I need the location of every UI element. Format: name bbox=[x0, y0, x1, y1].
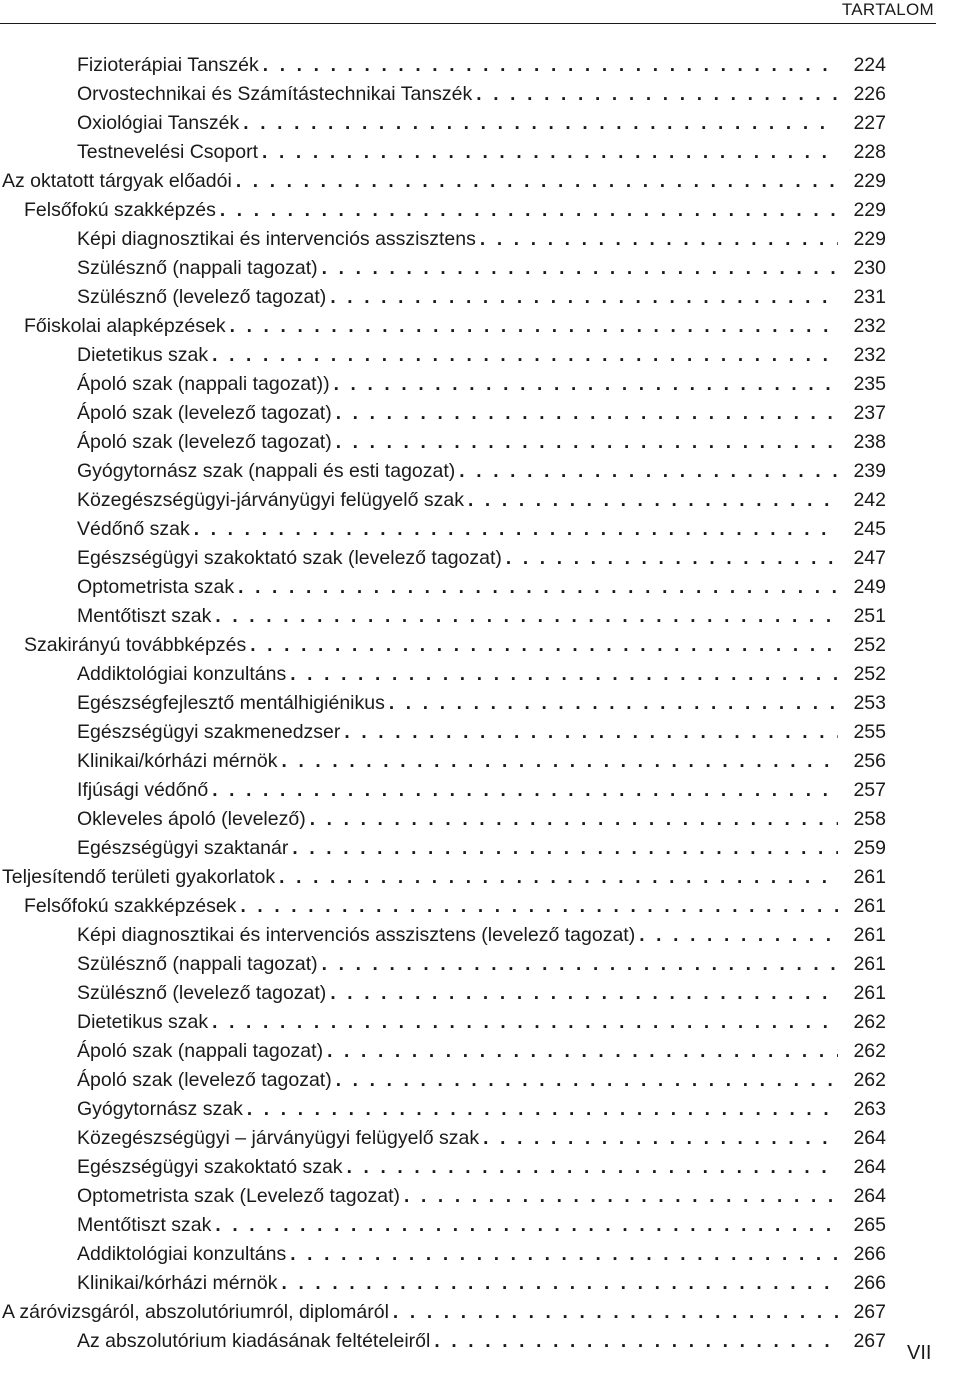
toc-entry-title: Felsőfokú szakképzések bbox=[24, 895, 237, 917]
toc-entry-page: 259 bbox=[853, 837, 886, 859]
toc-entry[interactable] bbox=[0, 863, 886, 892]
toc-entry-title: Teljesítendő területi gyakorlatok bbox=[2, 866, 276, 888]
toc-entry-title: Közegészségügyi-járványügyi felügyelő szak bbox=[77, 489, 464, 511]
dot-leader bbox=[347, 1153, 838, 1182]
toc-entry[interactable] bbox=[0, 1037, 886, 1066]
toc-entry[interactable] bbox=[0, 573, 886, 602]
toc-entry-title: Képi diagnosztikai és intervenciós asszisztens (levelező tagozat) bbox=[77, 924, 636, 946]
toc-entry-page: 261 bbox=[853, 866, 886, 888]
toc-entry-page: 230 bbox=[853, 257, 886, 279]
toc-entry-title: Optometrista szak (Levelező tagozat) bbox=[77, 1185, 400, 1207]
toc-entry[interactable] bbox=[0, 515, 886, 544]
toc-entry-title: Egészségügyi szakoktató szak bbox=[77, 1156, 343, 1178]
toc-entry[interactable] bbox=[0, 834, 886, 863]
dot-leader bbox=[236, 167, 838, 196]
toc-entry[interactable] bbox=[0, 1124, 886, 1153]
dot-leader bbox=[215, 602, 838, 631]
toc-entry-title: Szülésznő (levelező tagozat) bbox=[77, 286, 327, 308]
toc-entry[interactable] bbox=[0, 776, 886, 805]
dot-leader bbox=[243, 109, 838, 138]
dot-leader bbox=[310, 805, 838, 834]
toc-entry-page: 266 bbox=[853, 1243, 886, 1265]
toc-entry-title: Ifjúsági védőnő bbox=[77, 779, 209, 801]
toc-entry-page: 251 bbox=[853, 605, 886, 627]
toc-entry-title: Gyógytornász szak (nappali és esti tagozat) bbox=[77, 460, 456, 482]
toc-entry-page: 242 bbox=[853, 489, 886, 511]
dot-leader bbox=[459, 457, 838, 486]
toc-entry-title: Az oktatott tárgyak előadói bbox=[2, 170, 232, 192]
toc-entry[interactable] bbox=[0, 892, 886, 921]
toc-entry-page: 229 bbox=[853, 199, 886, 221]
toc-entry[interactable] bbox=[0, 138, 886, 167]
toc-entry-title: Ápoló szak (levelező tagozat) bbox=[77, 431, 332, 453]
toc-entry[interactable] bbox=[0, 1153, 886, 1182]
toc-entry-title: Addiktológiai konzultáns bbox=[77, 1243, 287, 1265]
dot-leader bbox=[230, 312, 838, 341]
dot-leader bbox=[506, 544, 838, 573]
dot-leader bbox=[215, 1211, 838, 1240]
toc-entry[interactable] bbox=[0, 399, 886, 428]
toc-entry[interactable] bbox=[0, 805, 886, 834]
toc-entry-page: 258 bbox=[853, 808, 886, 830]
toc-entry-page: 253 bbox=[853, 692, 886, 714]
toc-entry-title: Mentőtiszt szak bbox=[77, 1214, 212, 1236]
toc-entry-title: Ápoló szak (levelező tagozat) bbox=[77, 1069, 332, 1091]
page-number: VII bbox=[907, 1342, 932, 1364]
toc-entry[interactable] bbox=[0, 544, 886, 573]
toc-entry-title: Okleveles ápoló (levelező) bbox=[77, 808, 306, 830]
table-of-contents bbox=[0, 51, 886, 1356]
section-title: TARTALOM bbox=[841, 0, 934, 19]
dot-leader bbox=[336, 399, 838, 428]
toc-entry[interactable] bbox=[0, 486, 886, 515]
toc-entry[interactable] bbox=[0, 1095, 886, 1124]
dot-leader bbox=[279, 863, 838, 892]
toc-entry-page: 247 bbox=[853, 547, 886, 569]
toc-entry-page: 237 bbox=[853, 402, 886, 424]
dot-leader bbox=[250, 631, 838, 660]
toc-entry[interactable] bbox=[0, 341, 886, 370]
toc-entry-page: 235 bbox=[853, 373, 886, 395]
toc-entry-title: Az abszolutórium kiadásának feltételeiről bbox=[77, 1330, 431, 1352]
dot-leader bbox=[330, 979, 838, 1008]
toc-entry-page: 261 bbox=[853, 953, 886, 975]
toc-entry-page: 252 bbox=[853, 634, 886, 656]
toc-entry-page: 257 bbox=[853, 779, 886, 801]
dot-leader bbox=[327, 1037, 838, 1066]
dot-leader bbox=[404, 1182, 838, 1211]
toc-entry[interactable] bbox=[0, 631, 886, 660]
toc-entry-title: Ápoló szak (nappali tagozat)) bbox=[77, 373, 330, 395]
dot-leader bbox=[330, 283, 838, 312]
toc-entry-page: 264 bbox=[853, 1127, 886, 1149]
toc-entry-page: 263 bbox=[853, 1098, 886, 1120]
toc-entry[interactable] bbox=[0, 718, 886, 747]
toc-entry[interactable] bbox=[0, 167, 886, 196]
dot-leader bbox=[212, 341, 838, 370]
toc-entry-page: 264 bbox=[853, 1185, 886, 1207]
dot-leader bbox=[434, 1327, 838, 1356]
toc-entry-page: 255 bbox=[853, 721, 886, 743]
toc-entry-title: Orvostechnikai és Számítástechnikai Tanszék bbox=[77, 83, 473, 105]
toc-entry-title: Egészségfejlesztő mentálhigiénikus bbox=[77, 692, 385, 714]
dot-leader bbox=[393, 1298, 838, 1327]
toc-entry[interactable] bbox=[0, 689, 886, 718]
dot-leader bbox=[194, 515, 838, 544]
dot-leader bbox=[290, 660, 838, 689]
toc-entry-title: Addiktológiai konzultáns bbox=[77, 663, 287, 685]
dot-leader bbox=[476, 80, 838, 109]
toc-entry-title: Védőnő szak bbox=[77, 518, 190, 540]
toc-entry-page: 228 bbox=[853, 141, 886, 163]
toc-entry[interactable] bbox=[0, 1327, 886, 1356]
toc-entry-page: 224 bbox=[853, 54, 886, 76]
dot-leader bbox=[480, 225, 838, 254]
toc-entry[interactable] bbox=[0, 921, 886, 950]
toc-entry-page: 245 bbox=[853, 518, 886, 540]
toc-entry-page: 265 bbox=[853, 1214, 886, 1236]
dot-leader bbox=[468, 486, 838, 515]
header-divider bbox=[0, 23, 936, 24]
toc-entry-page: 227 bbox=[853, 112, 886, 134]
toc-entry[interactable] bbox=[0, 1269, 886, 1298]
dot-leader bbox=[336, 428, 838, 457]
toc-entry-title: Testnevelési Csoport bbox=[77, 141, 259, 163]
toc-entry-title: Felsőfokú szakképzés bbox=[24, 199, 216, 221]
dot-leader bbox=[344, 718, 838, 747]
toc-entry-page: 249 bbox=[853, 576, 886, 598]
dot-leader bbox=[282, 747, 839, 776]
toc-entry-title: Főiskolai alapképzések bbox=[24, 315, 226, 337]
toc-entry-title: Oxiológiai Tanszék bbox=[77, 112, 240, 134]
toc-entry-title: Szülésznő (levelező tagozat) bbox=[77, 982, 327, 1004]
toc-entry[interactable] bbox=[0, 80, 886, 109]
toc-entry-title: Szülésznő (nappali tagozat) bbox=[77, 257, 318, 279]
toc-entry-page: 266 bbox=[853, 1272, 886, 1294]
toc-entry-page: 238 bbox=[853, 431, 886, 453]
page-header bbox=[0, 0, 960, 24]
dot-leader bbox=[639, 921, 838, 950]
dot-leader bbox=[290, 1240, 838, 1269]
toc-entry-page: 229 bbox=[853, 228, 886, 250]
toc-entry[interactable] bbox=[0, 1298, 886, 1327]
toc-entry[interactable] bbox=[0, 660, 886, 689]
toc-entry-page: 262 bbox=[853, 1040, 886, 1062]
dot-leader bbox=[212, 776, 838, 805]
toc-entry[interactable] bbox=[0, 1066, 886, 1095]
toc-entry-title: Egészségügyi szaktanár bbox=[77, 837, 289, 859]
toc-entry-page: 267 bbox=[853, 1301, 886, 1323]
toc-entry[interactable] bbox=[0, 979, 886, 1008]
toc-entry-title: Szakirányú továbbképzés bbox=[24, 634, 247, 656]
toc-entry-title: Gyógytornász szak bbox=[77, 1098, 243, 1120]
toc-entry-page: 256 bbox=[853, 750, 886, 772]
toc-entry[interactable] bbox=[0, 225, 886, 254]
toc-entry-title: Dietetikus szak bbox=[77, 344, 209, 366]
toc-entry[interactable] bbox=[0, 283, 886, 312]
toc-entry-page: 226 bbox=[853, 83, 886, 105]
dot-leader bbox=[389, 689, 838, 718]
toc-entry-title: Képi diagnosztikai és intervenciós asszisztens bbox=[77, 228, 476, 250]
dot-leader bbox=[220, 196, 838, 225]
toc-entry-page: 252 bbox=[853, 663, 886, 685]
toc-entry[interactable] bbox=[0, 254, 886, 283]
toc-entry-page: 261 bbox=[853, 982, 886, 1004]
toc-entry[interactable] bbox=[0, 428, 886, 457]
toc-entry[interactable] bbox=[0, 196, 886, 225]
toc-entry-title: Fizioterápiai Tanszék bbox=[77, 54, 259, 76]
toc-entry[interactable] bbox=[0, 747, 886, 776]
toc-entry[interactable] bbox=[0, 457, 886, 486]
dot-leader bbox=[282, 1269, 839, 1298]
toc-entry-page: 229 bbox=[853, 170, 886, 192]
toc-entry-title: Egészségügyi szakmenedzser bbox=[77, 721, 341, 743]
dot-leader bbox=[292, 834, 838, 863]
toc-entry[interactable] bbox=[0, 51, 886, 80]
toc-entry-page: 267 bbox=[853, 1330, 886, 1352]
toc-entry-page: 264 bbox=[853, 1156, 886, 1178]
toc-entry-title: Dietetikus szak bbox=[77, 1011, 209, 1033]
dot-leader bbox=[336, 1066, 838, 1095]
toc-entry[interactable] bbox=[0, 1240, 886, 1269]
dot-leader bbox=[247, 1095, 838, 1124]
toc-entry-title: Ápoló szak (levelező tagozat) bbox=[77, 402, 332, 424]
toc-entry[interactable] bbox=[0, 370, 886, 399]
dot-leader bbox=[322, 950, 838, 979]
toc-entry-page: 232 bbox=[853, 344, 886, 366]
toc-entry-page: 262 bbox=[853, 1069, 886, 1091]
toc-entry-title: Klinikai/kórházi mérnök bbox=[77, 1272, 278, 1294]
dot-leader bbox=[262, 138, 838, 167]
dot-leader bbox=[334, 370, 838, 399]
toc-entry-title: Optometrista szak bbox=[77, 576, 235, 598]
toc-entry-title: Mentőtiszt szak bbox=[77, 605, 212, 627]
dot-leader bbox=[263, 51, 838, 80]
toc-entry[interactable] bbox=[0, 109, 886, 138]
toc-entry-page: 231 bbox=[853, 286, 886, 308]
toc-entry-title: Egészségügyi szakoktató szak (levelező tagozat) bbox=[77, 547, 502, 569]
toc-entry-title: Klinikai/kórházi mérnök bbox=[77, 750, 278, 772]
toc-entry[interactable] bbox=[0, 1211, 886, 1240]
dot-leader bbox=[483, 1124, 838, 1153]
toc-entry-title: A záróvizsgáról, abszolutóriumról, diplomáról bbox=[2, 1301, 389, 1323]
toc-entry-page: 261 bbox=[853, 924, 886, 946]
dot-leader bbox=[322, 254, 838, 283]
dot-leader bbox=[240, 892, 838, 921]
dot-leader bbox=[212, 1008, 838, 1037]
toc-entry-title: Ápoló szak (nappali tagozat) bbox=[77, 1040, 324, 1062]
toc-entry-page: 239 bbox=[853, 460, 886, 482]
dot-leader bbox=[238, 573, 838, 602]
toc-entry-title: Szülésznő (nappali tagozat) bbox=[77, 953, 318, 975]
toc-entry[interactable] bbox=[0, 602, 886, 631]
toc-entry-page: 261 bbox=[853, 895, 886, 917]
toc-entry[interactable] bbox=[0, 1182, 886, 1211]
toc-entry[interactable] bbox=[0, 312, 886, 341]
toc-entry-page: 262 bbox=[853, 1011, 886, 1033]
toc-entry[interactable] bbox=[0, 950, 886, 979]
toc-entry[interactable] bbox=[0, 1008, 886, 1037]
toc-entry-title: Közegészségügyi – járványügyi felügyelő szak bbox=[77, 1127, 480, 1149]
toc-entry-page: 232 bbox=[853, 315, 886, 337]
